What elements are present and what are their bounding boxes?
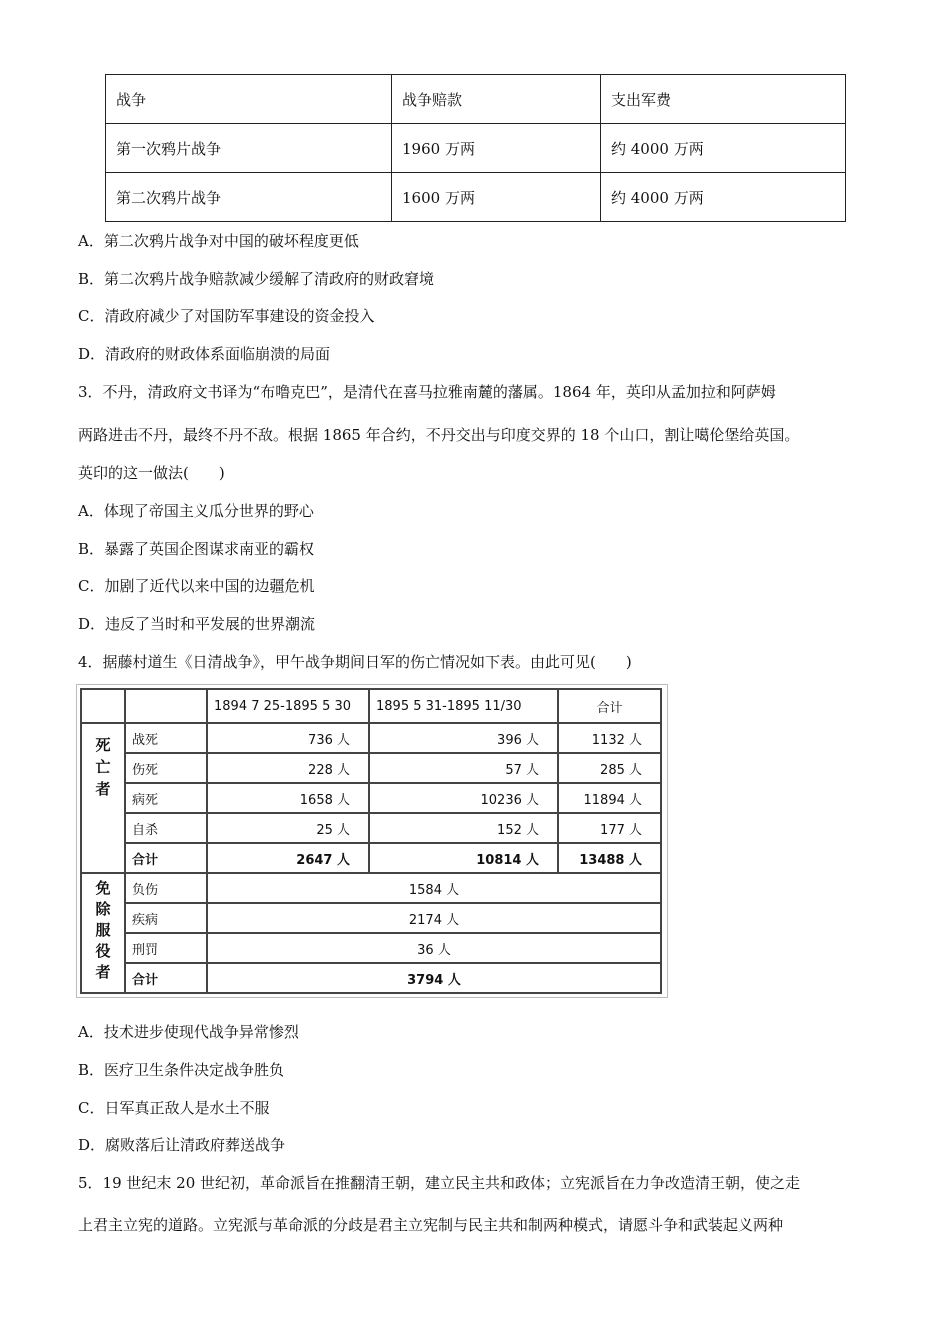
q4-option-d: D．腐败落后让清政府葬送战争 — [78, 1136, 286, 1154]
table-row — [81, 933, 661, 963]
q4-option-a: A．技术进步使现代战争异常惨烈 — [78, 1023, 299, 1041]
table-header-cell: 1895 5 31-1895 11/30 — [369, 689, 558, 723]
q4-option-b: B．医疗卫生条件决定战争胜负 — [78, 1061, 285, 1079]
casualty-table — [80, 688, 662, 994]
table-header-row — [106, 75, 846, 124]
row-label: 刑罚 — [125, 933, 207, 963]
table-row — [106, 173, 846, 222]
q3-option-b: B．暴露了英国企图谋求南亚的霸权 — [78, 540, 315, 558]
row-label: 合计 — [125, 843, 207, 873]
table-header-row — [81, 689, 661, 723]
table-header-cell: 支出军费 — [601, 75, 846, 124]
exempt-group-label: 免 除 服 役 者 — [81, 873, 125, 993]
table-header-cell: 战争赔款 — [392, 75, 601, 124]
table-cell: 1132 人 — [558, 723, 661, 753]
table-cell: 10814 人 — [369, 843, 558, 873]
table-cell: 2174 人 — [207, 903, 661, 933]
row-label: 病死 — [125, 783, 207, 813]
table-cell: 11894 人 — [558, 783, 661, 813]
q3-stem-line3: 英印的这一做法( ) — [78, 464, 225, 482]
dead-group-label: 死 亡 者 — [81, 723, 125, 873]
q2-option-d: D．清政府的财政体系面临崩溃的局面 — [78, 345, 331, 363]
table-cell: 228 人 — [207, 753, 369, 783]
table-row — [81, 963, 661, 993]
row-label: 疾病 — [125, 903, 207, 933]
table-cell: 1600 万两 — [392, 173, 601, 222]
q3-stem-line2: 两路进击不丹，最终不丹不敌。根据 1865 年合约，不丹交出与印度交界的 18 个山口，割让噶伦堡给英国。 — [78, 426, 800, 444]
q4-stem: 4．据藤村道生《日清战争》，甲午战争期间日军的伤亡情况如下表。由此可见( ) — [78, 653, 632, 671]
q5-stem-line2: 上君主立宪的道路。立宪派与革命派的分歧是君主立宪制与民主共和制两种模式，请愿斗争和武装起义两种 — [78, 1216, 784, 1234]
q4-option-c: C．日军真正敌人是水土不服 — [78, 1099, 270, 1117]
table-cell: 2647 人 — [207, 843, 369, 873]
table-header-cell: 1894 7 25-1895 5 30 — [207, 689, 369, 723]
q3-option-a: A．体现了帝国主义瓜分世界的野心 — [78, 502, 314, 520]
table-cell: 1658 人 — [207, 783, 369, 813]
q2-option-b: B．第二次鸦片战争赔款减少缓解了清政府的财政窘境 — [78, 270, 435, 288]
casualty-table-image — [76, 684, 668, 998]
table-row — [106, 124, 846, 173]
table-cell: 13488 人 — [558, 843, 661, 873]
table-cell: 10236 人 — [369, 783, 558, 813]
row-label: 自杀 — [125, 813, 207, 843]
table-cell: 36 人 — [207, 933, 661, 963]
table-cell: 约 4000 万两 — [601, 124, 846, 173]
table-cell: 3794 人 — [207, 963, 661, 993]
table-row — [81, 813, 661, 843]
table-cell: 第二次鸦片战争 — [106, 173, 392, 222]
table-cell: 1584 人 — [207, 873, 661, 903]
q2-option-a: A．第二次鸦片战争对中国的破坏程度更低 — [78, 232, 359, 250]
table-row — [81, 753, 661, 783]
row-label: 伤死 — [125, 753, 207, 783]
table-cell: 25 人 — [207, 813, 369, 843]
table-cell: 57 人 — [369, 753, 558, 783]
q2-option-c: C．清政府减少了对国防军事建设的资金投入 — [78, 307, 375, 325]
table-row — [81, 723, 661, 753]
table-cell: 152 人 — [369, 813, 558, 843]
table-cell: 1960 万两 — [392, 124, 601, 173]
table-cell: 第一次鸦片战争 — [106, 124, 392, 173]
table-cell: 177 人 — [558, 813, 661, 843]
q3-option-c: C．加剧了近代以来中国的边疆危机 — [78, 577, 315, 595]
table-row — [81, 783, 661, 813]
table-header-cell: 合计 — [558, 689, 661, 723]
table-header-cell: 战争 — [106, 75, 392, 124]
table-cell: 736 人 — [207, 723, 369, 753]
table-cell: 285 人 — [558, 753, 661, 783]
q3-option-d: D．违反了当时和平发展的世界潮流 — [78, 615, 316, 633]
table-cell: 396 人 — [369, 723, 558, 753]
row-label: 负伤 — [125, 873, 207, 903]
war-indemnity-table — [105, 74, 846, 222]
table-row — [81, 843, 661, 873]
row-label: 合计 — [125, 963, 207, 993]
table-row — [81, 903, 661, 933]
q5-stem-line1: 5．19 世纪末 20 世纪初，革命派旨在推翻清王朝，建立民主共和政体；立宪派旨在力争改造清王朝，使之走 — [78, 1174, 801, 1192]
table-row — [81, 873, 661, 903]
table-cell: 约 4000 万两 — [601, 173, 846, 222]
row-label: 战死 — [125, 723, 207, 753]
q3-stem-line1: 3．不丹，清政府文书译为“布噜克巴”，是清代在喜马拉雅南麓的藩属。1864 年，英印从孟加拉和阿萨姆 — [78, 383, 776, 401]
